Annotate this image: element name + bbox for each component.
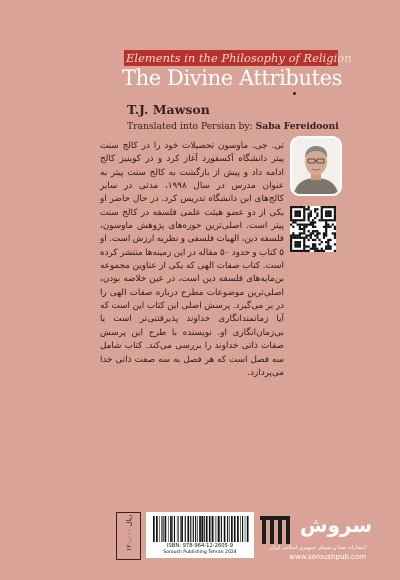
publisher-subtitle: انتشارات صدا و سیمای جمهوری اسلامی ایران	[269, 545, 366, 551]
translator-name: Saba Fereidooni	[255, 121, 339, 132]
book-title: The Divine Attributes	[122, 66, 343, 90]
translated-prefix: Translated into Persian by:	[127, 121, 253, 132]
barcode-bars	[151, 516, 249, 542]
series-title: Elements in the Philosophy of Religion	[126, 51, 352, 65]
publisher-website[interactable]: www.soroushpub.com	[289, 553, 366, 561]
soroush-logo-icon	[259, 513, 295, 549]
translator-line	[127, 121, 339, 132]
qr-code-icon	[290, 206, 336, 252]
price-label: ۱۲۰,۰۰۰ ریال	[125, 514, 133, 552]
barcode-publisher-info: Soroush Publishing Tehran 2024	[163, 550, 237, 555]
portrait-image	[292, 138, 340, 194]
qr-code-graphic	[290, 206, 336, 252]
decorative-dot	[293, 92, 296, 95]
isbn-number: ISBN: 978-964-12-2605-9	[166, 543, 234, 549]
author-portrait	[290, 136, 342, 196]
isbn-barcode	[146, 512, 254, 558]
author-name: T.J. Mawson	[127, 102, 210, 117]
book-description: تی. جی. ماوسون تحصیلات خود را در کالج سنت پیتر دانشگاه آکسفورد آغاز کرد و در کوینیز کالج ادامه داد و پیش از بازگشت به کالج سنت پیتر به عنوان مدرس در سال ۱۹۹۸، مدتی در سایر کالج‌های این دانشگاه تدریس کرد. در حال حاضر او یکی از دو عضو هیئت علمی فلسفه در کالج سنت پیتر است. اصلی‌ترین حوزه‌های پژوهش ماوسون، فلسفه دین، الهیات فلسفی و نظریه ارزش است. او ۵ کتاب و حدود ۵۰ مقاله در این زمینه‌ها منتشر کرده است. کتاب صفات الهی که یکی از عناوین مجموعه بن‌مایه‌های فلسفه دین است، در عین خلاصه بودن، اصلی‌ترین موضوعات مطرح درباره صفات الهی را در بر می‌گیرد. پرسش اصلی این کتاب این است که آیا زمانمندانگاری خداوند پذیرفتنی‌تر است یا بی‌زمان‌انگاری او. نویسنده با طرح این پرسش صفات ذاتی خداوند را بررسی می‌کند. کتاب شامل سه فصل است که هر فصل به سه صفت ذاتی خدا می‌پردازد.	[100, 141, 284, 378]
publisher-name: سروش	[300, 513, 373, 537]
price-box	[116, 512, 141, 560]
